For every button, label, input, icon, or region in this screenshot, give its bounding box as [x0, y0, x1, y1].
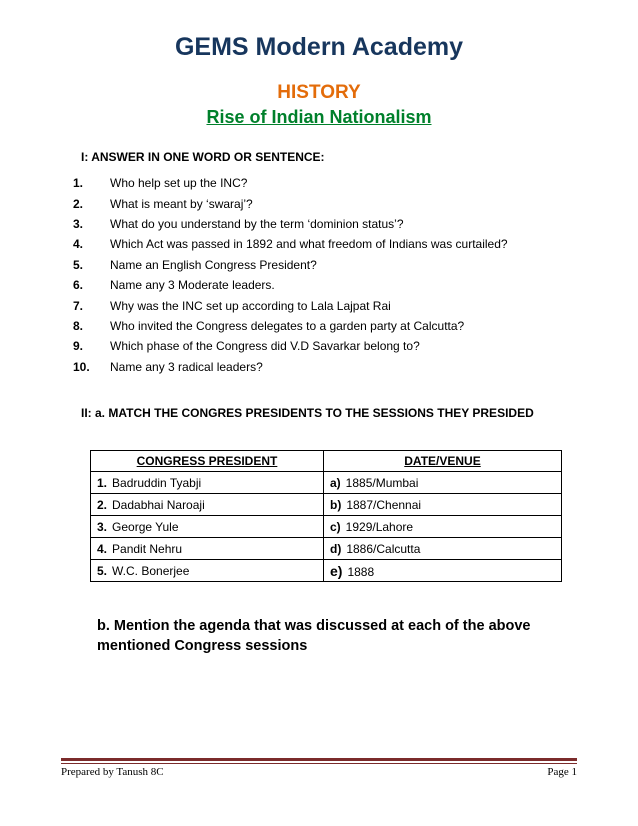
- row-number: 1.: [97, 475, 108, 490]
- table-row: [91, 560, 562, 582]
- question-number: 8.: [73, 318, 84, 333]
- section1-heading: I: ANSWER IN ONE WORD OR SENTENCE:: [81, 150, 325, 164]
- table-header-row: [91, 451, 562, 472]
- table-row: [91, 516, 562, 538]
- option-label: a): [330, 475, 341, 490]
- question-number: 7.: [73, 298, 84, 313]
- session-cell: [324, 538, 562, 560]
- question-text: What do you understand by the term ‘dominion status’?: [110, 216, 404, 231]
- row-number: 3.: [97, 519, 108, 534]
- footer-author: Prepared by Tanush 8C: [61, 766, 164, 778]
- session-cell: [324, 516, 562, 538]
- session-value: 1885/Mumbai: [345, 475, 419, 490]
- question-item: [73, 193, 508, 213]
- question-item: [73, 357, 508, 377]
- question-item: [73, 336, 508, 356]
- topic-title: Rise of Indian Nationalism: [206, 107, 432, 127]
- session-cell: [324, 472, 562, 494]
- question-number: 9.: [73, 339, 84, 354]
- president-cell: [91, 494, 324, 516]
- session-cell: [324, 494, 562, 516]
- president-name: Pandit Nehru: [112, 541, 183, 556]
- question-number: 6.: [73, 278, 84, 293]
- question-text: Which Act was passed in 1892 and what freedom of Indians was curtailed?: [110, 237, 508, 252]
- column-header-date-venue: DATE/VENUE: [324, 451, 562, 472]
- section2-heading: II: a. MATCH THE CONGRES PRESIDENTS TO THE SESSIONS THEY PRESIDED: [81, 406, 534, 420]
- president-cell: [91, 560, 324, 582]
- question-text: Why was the INC set up according to Lala Lajpat Rai: [110, 298, 391, 313]
- question-text: Name an English Congress President?: [110, 257, 317, 272]
- question-text: Who help set up the INC?: [110, 176, 248, 191]
- question-text: What is meant by ‘swaraj’?: [110, 196, 253, 211]
- question-item: [73, 234, 508, 254]
- president-cell: [91, 516, 324, 538]
- question-item: [73, 255, 508, 275]
- president-name: W.C. Bonerjee: [112, 563, 190, 578]
- row-number: 4.: [97, 541, 108, 556]
- question-item: [73, 214, 508, 234]
- question-item: [73, 316, 508, 336]
- president-name: Dadabhai Naroaji: [112, 497, 205, 512]
- option-label: b): [330, 497, 342, 512]
- option-label: c): [330, 519, 341, 534]
- footer-page-number: Page 1: [547, 766, 577, 778]
- footer-rule-thin: [61, 763, 577, 764]
- question-text: Who invited the Congress delegates to a garden party at Calcutta?: [110, 318, 465, 333]
- row-number: 5.: [97, 563, 108, 578]
- question-item: [73, 295, 508, 315]
- session-value: 1886/Calcutta: [346, 541, 421, 556]
- president-name: George Yule: [112, 519, 179, 534]
- question-number: 2.: [73, 196, 84, 211]
- question-list: [73, 173, 508, 377]
- table-row: [91, 538, 562, 560]
- option-label: e): [330, 562, 343, 579]
- table-row: [91, 494, 562, 516]
- question-number: 3.: [73, 216, 84, 231]
- session-cell: [324, 560, 562, 582]
- question-text: Name any 3 radical leaders?: [110, 359, 263, 374]
- match-table: [90, 450, 562, 582]
- question-text: Which phase of the Congress did V.D Savarkar belong to?: [110, 339, 420, 354]
- question-item: [73, 275, 508, 295]
- column-header-president: CONGRESS PRESIDENT: [91, 451, 324, 472]
- table-row: [91, 472, 562, 494]
- session-value: 1887/Chennai: [346, 497, 422, 512]
- option-label: d): [330, 541, 342, 556]
- question-number: 10.: [73, 359, 90, 374]
- section2-part-b: b. Mention the agenda that was discussed at each of the above mentioned Congress sessions: [97, 618, 531, 654]
- question-text: Name any 3 Moderate leaders.: [110, 278, 275, 293]
- question-number: 4.: [73, 237, 84, 252]
- footer-rule: [61, 758, 577, 761]
- president-cell: [91, 538, 324, 560]
- president-cell: [91, 472, 324, 494]
- question-number: 1.: [73, 176, 84, 191]
- school-title: GEMS Modern Academy: [174, 33, 464, 61]
- session-value: 1929/Lahore: [345, 519, 414, 534]
- row-number: 2.: [97, 497, 108, 512]
- question-item: [73, 173, 508, 193]
- session-value: 1888: [347, 564, 375, 579]
- subject-title: HISTORY: [277, 82, 361, 103]
- question-number: 5.: [73, 257, 84, 272]
- president-name: Badruddin Tyabji: [112, 475, 202, 490]
